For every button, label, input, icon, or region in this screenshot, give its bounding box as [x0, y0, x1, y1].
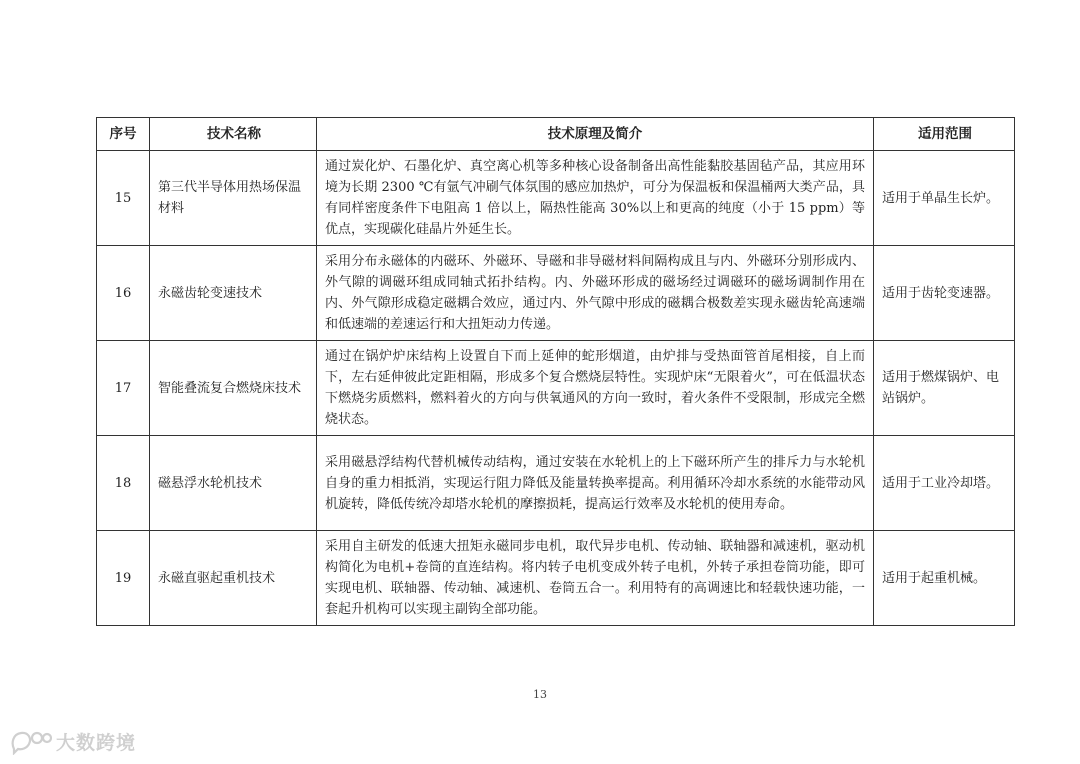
chat-bubbles-logo-icon	[10, 729, 52, 755]
row-desc: 通过在锅炉炉床结构上设置自下而上延伸的蛇形烟道，由炉排与受热面管首尾相接，自上而下，左右延伸彼此定距相隔，形成多个复合燃烧层特性。实现炉床“无限着火”，可在低温状态下燃烧劣质燃料，燃料着火的方向与供氧通风的方向一致时，着火条件不受限制，形成完全燃烧状态。	[317, 341, 874, 436]
row-num: 17	[97, 341, 150, 436]
row-scope: 适用于齿轮变速器。	[874, 246, 1015, 341]
table-row	[97, 341, 1015, 436]
row-scope: 适用于工业冷却塔。	[874, 436, 1015, 531]
row-scope: 适用于起重机械。	[874, 531, 1015, 626]
row-name: 磁悬浮水轮机技术	[150, 436, 317, 531]
row-name: 永磁直驱起重机技术	[150, 531, 317, 626]
header-num: 序号	[97, 118, 150, 151]
row-desc: 采用分布永磁体的内磁环、外磁环、导磁和非导磁材料间隔构成且与内、外磁环分别形成内、外气隙的调磁环组成同轴式拓扑结构。内、外磁环形成的磁场经过调磁环的磁场调制作用在内、外气隙形成稳定磁耦合效应，通过内、外气隙中形成的磁耦合极数差实现永磁齿轮高速端和低速端的差速运行和大扭矩动力传递。	[317, 246, 874, 341]
header-scope: 适用范围	[874, 118, 1015, 151]
table-row	[97, 151, 1015, 246]
page-number: 13	[533, 688, 547, 701]
header-name: 技术名称	[150, 118, 317, 151]
row-name: 第三代半导体用热场保温材料	[150, 151, 317, 246]
watermark	[10, 728, 136, 755]
row-num: 16	[97, 246, 150, 341]
watermark-text: 大数跨境	[56, 732, 137, 754]
table-header-row	[97, 118, 1015, 151]
row-num: 18	[97, 436, 150, 531]
table-row	[97, 246, 1015, 341]
row-name: 智能叠流复合燃烧床技术	[150, 341, 317, 436]
row-desc: 采用自主研发的低速大扭矩永磁同步电机，取代异步电机、传动轴、联轴器和减速机，驱动机构简化为电机+卷筒的直连结构。将内转子电机变成外转子电机，外转子承担卷筒功能，即可实现电机、联轴器、传动轴、减速机、卷筒五合一。利用特有的高调速比和轻载快速功能，一套起升机构可以实现主副钩全部功能。	[317, 531, 874, 626]
row-desc: 通过炭化炉、石墨化炉、真空离心机等多种核心设备制备出高性能黏胶基固毡产品，其应用环境为长期 2300 ℃有氩气冲刷气体氛围的感应加热炉，可分为保温板和保温桶两大类产品，具有同样密度条件下电阻高 1 倍以上，隔热性能高 30%以上和更高的纯度（小于 15 ppm）等优点，实现碳化硅晶片外延生长。	[317, 151, 874, 246]
row-num: 19	[97, 531, 150, 626]
row-scope: 适用于单晶生长炉。	[874, 151, 1015, 246]
table-row	[97, 531, 1015, 626]
table-row	[97, 436, 1015, 531]
row-num: 15	[97, 151, 150, 246]
technology-table	[96, 117, 1015, 626]
row-desc: 采用磁悬浮结构代替机械传动结构，通过安装在水轮机上的上下磁环所产生的排斥力与水轮机自身的重力相抵消，实现运行阻力降低及能量转换率提高。利用循环冷却水系统的水能带动风机旋转，降低传统冷却塔水轮机的摩擦损耗，提高运行效率及水轮机的使用寿命。	[317, 436, 874, 531]
row-scope: 适用于燃煤锅炉、电站锅炉。	[874, 341, 1015, 436]
header-desc: 技术原理及简介	[317, 118, 874, 151]
row-name: 永磁齿轮变速技术	[150, 246, 317, 341]
